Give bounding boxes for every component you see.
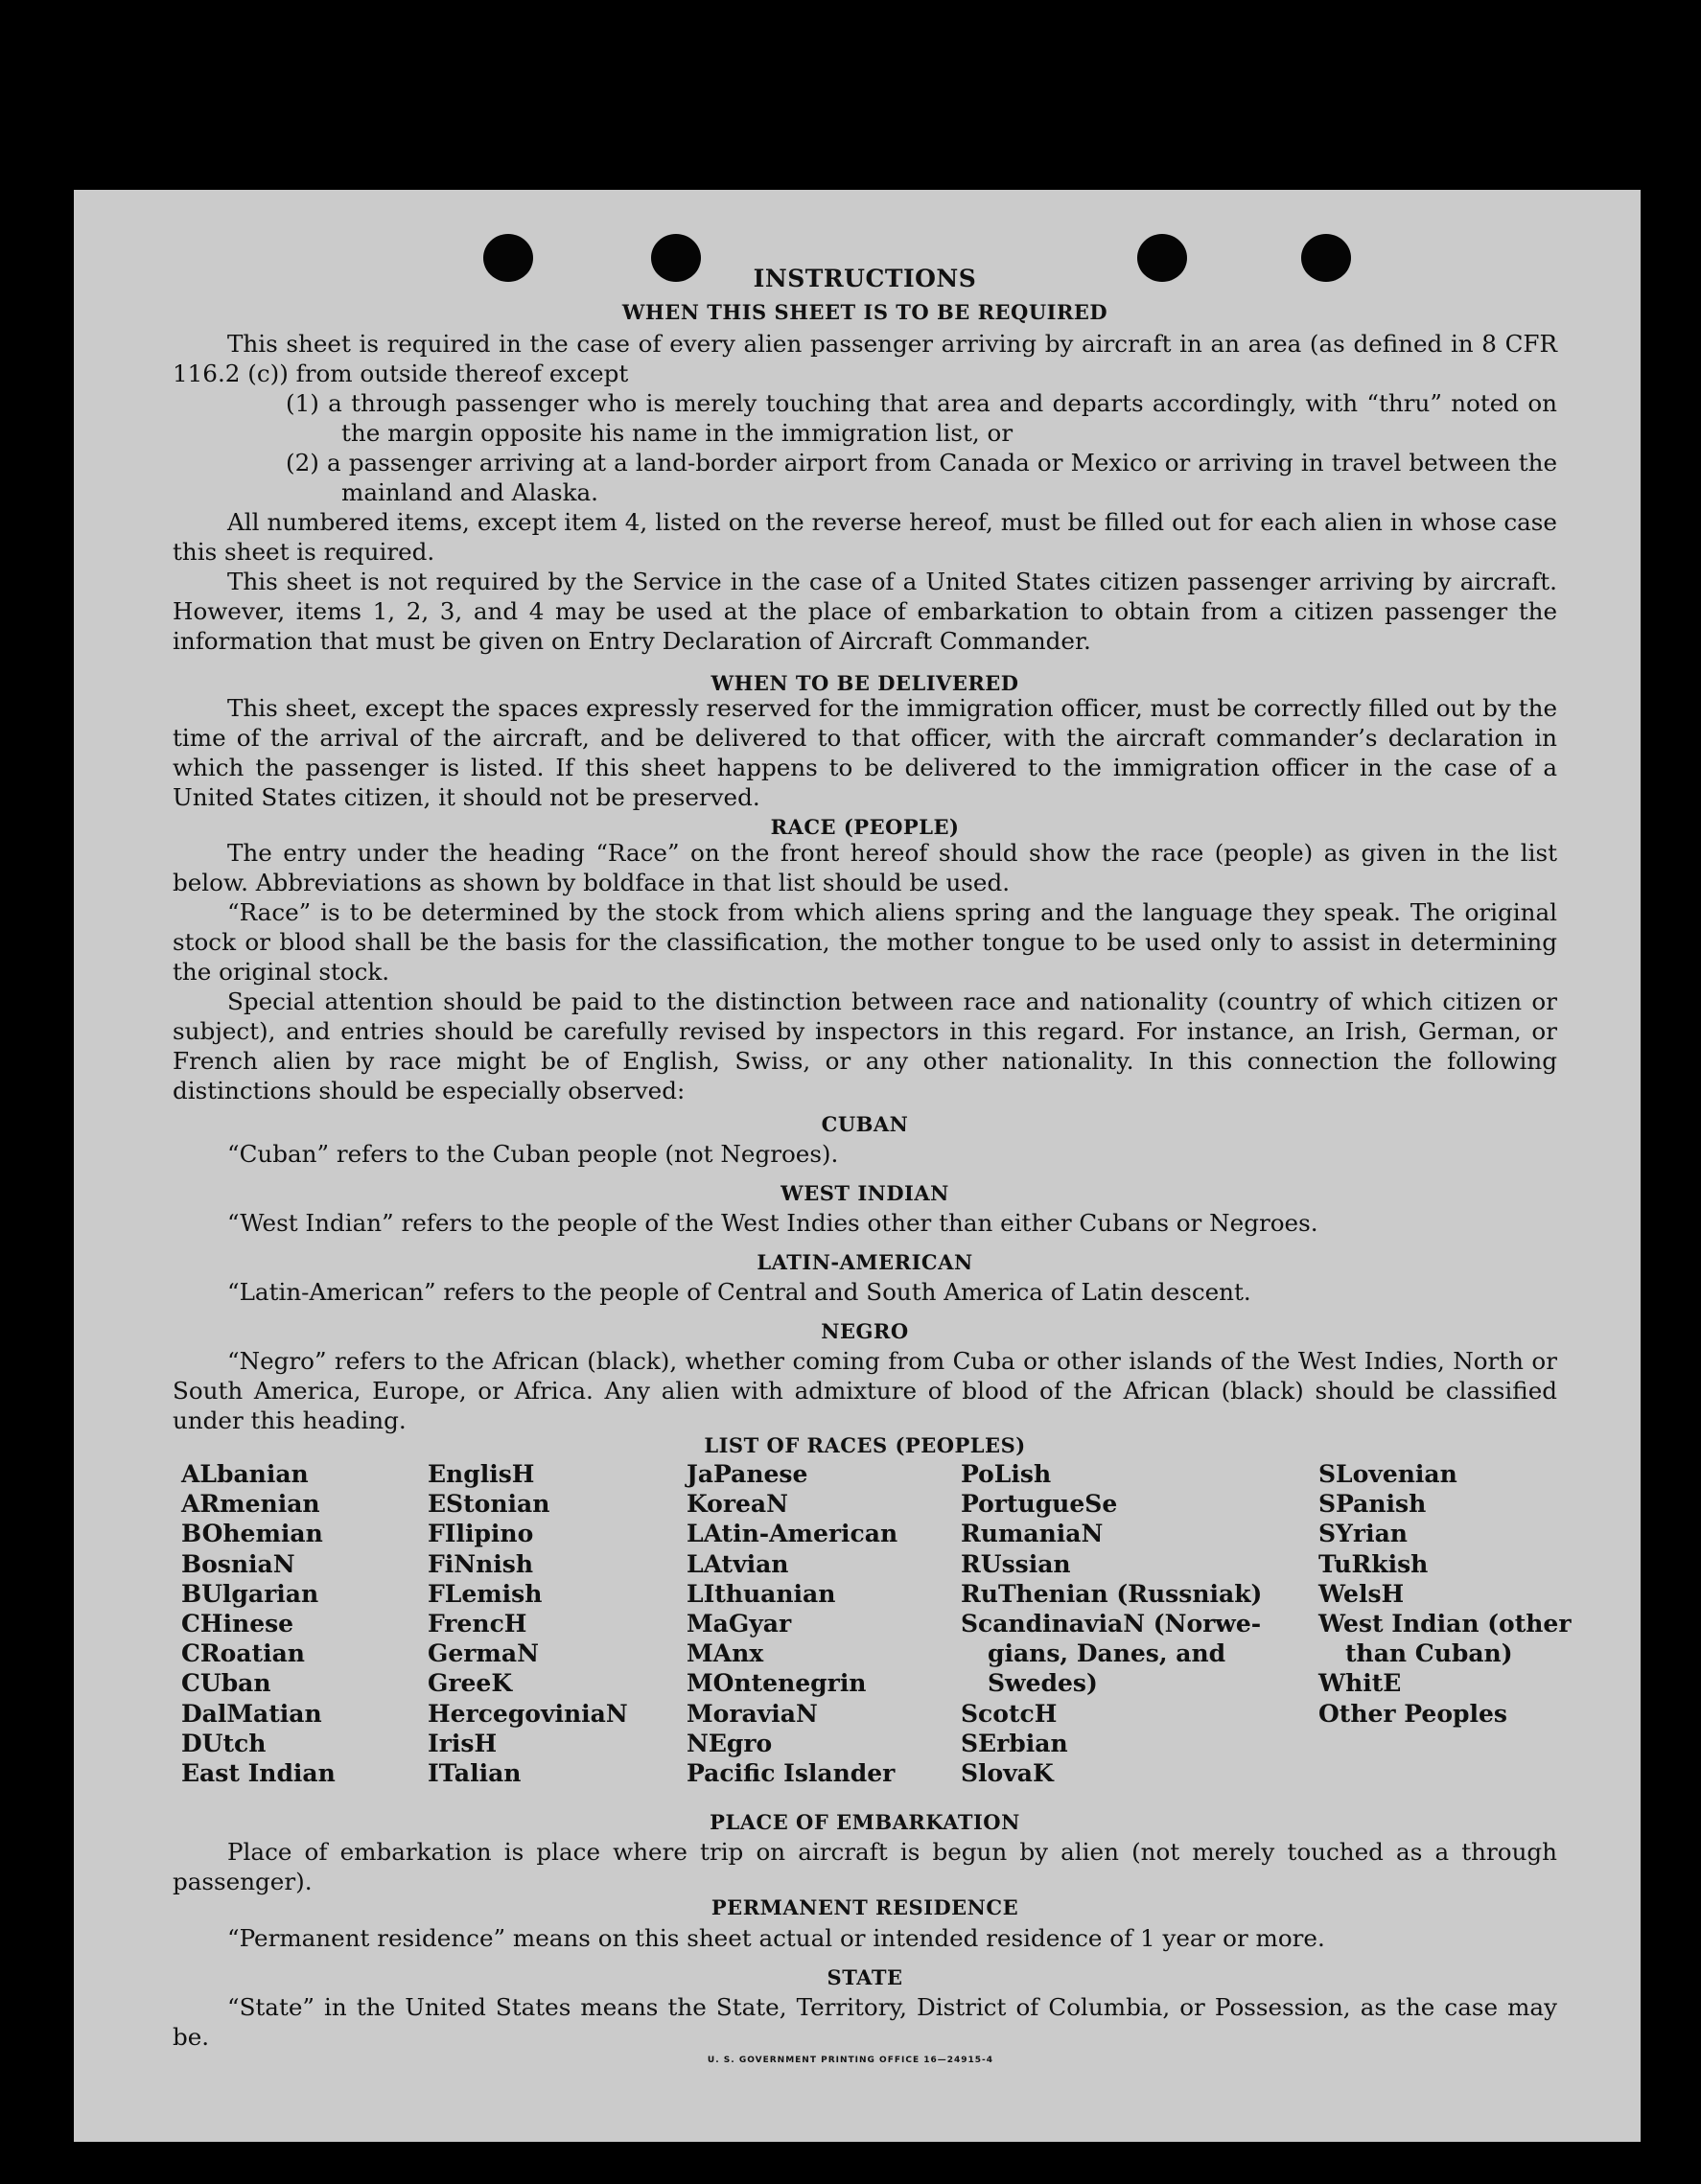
list-item: (1) a through passenger who is merely touching that area and departs accordingly, with “thru” noted on the margin opposite his name in the immigration list, or	[286, 389, 1557, 447]
race-item: ARmenian	[181, 1490, 320, 1519]
paragraph: “Cuban” refers to the Cuban people (not Negroes).	[227, 1140, 839, 1168]
race-item: DalMatian	[181, 1699, 322, 1728]
section-body	[173, 1277, 1557, 1307]
section-body	[173, 1346, 1557, 1435]
list-item: (2) a passenger arriving at a land-border airport from Canada or Mexico or arriving in travel between the mainland and Alaska.	[286, 449, 1557, 506]
race-item: FIlipino	[428, 1520, 534, 1548]
race-item: SLovenian	[1318, 1460, 1457, 1488]
race-item: MAnx	[687, 1639, 764, 1668]
race-item: RUssian	[961, 1549, 1071, 1578]
paragraph: Place of embarkation is place where trip on aircraft is begun by alien (not merely touched as a through passenger).	[173, 1838, 1557, 1895]
race-item: ALbanian	[181, 1460, 309, 1488]
race-item: SlovaK	[961, 1759, 1054, 1788]
section-body	[173, 1139, 1557, 1169]
printer-imprint: U. S. GOVERNMENT PRINTING OFFICE 16—24915-4	[707, 2056, 994, 2065]
section-heading: WHEN THIS SHEET IS TO BE REQUIRED	[621, 300, 1108, 324]
race-item: ScotcH	[961, 1699, 1058, 1728]
paragraph: This sheet is required in the case of every alien passenger arriving by aircraft in an area (as defined in 8 CFR 116.2 (c)) from outside thereof except	[173, 330, 1557, 387]
race-item: East Indian	[181, 1759, 336, 1788]
race-item: LAtin-American	[687, 1520, 898, 1548]
section-body	[173, 1837, 1557, 1896]
paragraph: All numbered items, except item 4, listed on the reverse hereof, must be filled out for each alien in whose case this sheet is required.	[173, 508, 1557, 566]
race-item: MaGyar	[687, 1610, 792, 1638]
section-heading: NEGRO	[821, 1319, 909, 1343]
race-item: WelsH	[1318, 1579, 1405, 1608]
section-heading: STATE	[827, 1965, 903, 1989]
race-item: CRoatian	[181, 1639, 305, 1668]
race-item: EnglisH	[428, 1460, 535, 1488]
race-item: GermaN	[428, 1639, 539, 1668]
section-heading: LIST OF RACES (PEOPLES)	[704, 1433, 1026, 1457]
race-item: gians, Danes, and	[988, 1639, 1226, 1668]
paragraph: The entry under the heading “Race” on the front hereof should show the race (people) as given in the list below. Abbreviations as shown by boldface in that list should be used.	[173, 839, 1557, 896]
section-body	[173, 1923, 1557, 1953]
race-list-column	[181, 1459, 336, 1788]
page-title: INSTRUCTIONS	[753, 265, 977, 292]
race-item: SPanish	[1318, 1490, 1427, 1519]
race-item: RuThenian (Russniak)	[961, 1579, 1263, 1608]
race-item: SYrian	[1318, 1520, 1408, 1548]
section-body	[173, 1992, 1557, 2052]
race-item: FLemish	[428, 1579, 543, 1608]
race-item: JaPanese	[687, 1460, 808, 1488]
race-item: IrisH	[428, 1729, 498, 1757]
section-body	[173, 838, 1557, 1105]
paragraph: “State” in the United States means the State, Territory, District of Columbia, or Possession, as the case may be.	[173, 1993, 1557, 2051]
race-item: than Cuban)	[1345, 1639, 1513, 1668]
race-item: RumaniaN	[961, 1520, 1104, 1548]
race-item: TuRkish	[1318, 1549, 1429, 1578]
section-heading: RACE (PEOPLE)	[770, 815, 960, 839]
race-list-column	[428, 1459, 628, 1788]
section-heading: WHEN TO BE DELIVERED	[711, 671, 1019, 695]
section-heading: PERMANENT RESIDENCE	[711, 1895, 1019, 1919]
race-list-column	[687, 1459, 897, 1788]
race-item: PortugueSe	[961, 1490, 1118, 1519]
race-item: MoraviaN	[687, 1699, 818, 1728]
race-item: West Indian (other	[1318, 1610, 1572, 1638]
race-item: EStonian	[428, 1490, 550, 1519]
paragraph: “Negro” refers to the African (black), whether coming from Cuba or other islands of the West Indies, North or South America, Europe, or Africa. Any alien with admixture of blood of the African (black) should be classified under this heading.	[173, 1347, 1557, 1434]
race-list-column	[1318, 1459, 1572, 1729]
race-item: FiNnish	[428, 1549, 534, 1578]
race-item: GreeK	[428, 1669, 513, 1698]
race-item: PoLish	[961, 1460, 1052, 1488]
race-item: LAtvian	[687, 1549, 789, 1578]
paragraph: This sheet, except the spaces expressly reserved for the immigration officer, must be correctly filled out by the time of the arrival of the aircraft, and be delivered to that officer, with the aircraft commander’s declaration in which the passenger is listed. If this sheet happens to be delivered to the immigration officer in the case of a United States citizen, it should not be preserved.	[173, 694, 1557, 811]
race-list-column	[961, 1459, 1262, 1788]
race-item: CHinese	[181, 1610, 294, 1638]
race-item: BosniaN	[181, 1549, 295, 1578]
race-item: NEgro	[687, 1729, 773, 1757]
race-item: CUban	[181, 1669, 271, 1698]
section-heading: CUBAN	[821, 1112, 909, 1136]
race-item: ITalian	[428, 1759, 522, 1788]
race-item: Pacific Islander	[687, 1759, 896, 1788]
section-body	[173, 1208, 1557, 1238]
section-heading: PLACE OF EMBARKATION	[710, 1810, 1020, 1834]
paragraph: This sheet is not required by the Service in the case of a United States citizen passenger arriving by aircraft. However, items 1, 2, 3, and 4 may be used at the place of embarkation to obtain from a citizen passenger the information that must be given on Entry Declaration of Aircraft Commander.	[173, 568, 1557, 655]
race-item: MOntenegrin	[687, 1669, 867, 1698]
section-heading: WEST INDIAN	[781, 1181, 949, 1205]
race-item: DUtch	[181, 1729, 267, 1757]
paragraph: “West Indian” refers to the people of the West Indies other than either Cubans or Negroes.	[227, 1209, 1318, 1237]
paragraph: Special attention should be paid to the distinction between race and nationality (country of which citizen or subject), and entries should be carefully revised by inspectors in this regard. For instance, an Irish, German, or French alien by race might be of English, Swiss, or any other nationality. In this connection the following distinctions should be especially observed:	[173, 987, 1557, 1104]
race-item: KoreaN	[687, 1490, 788, 1519]
race-item: HercegoviniaN	[428, 1699, 628, 1728]
race-item: SErbian	[961, 1729, 1068, 1757]
section-body	[173, 693, 1557, 812]
paragraph: “Latin-American” refers to the people of Central and South America of Latin descent.	[227, 1278, 1251, 1306]
race-item: BUlgarian	[181, 1579, 319, 1608]
race-item: LIthuanian	[687, 1579, 836, 1608]
race-item: Other Peoples	[1318, 1699, 1507, 1728]
paragraph: “Permanent residence” means on this sheet actual or intended residence of 1 year or more.	[227, 1924, 1325, 1952]
race-item: FrencH	[428, 1610, 527, 1638]
race-item: BOhemian	[181, 1520, 323, 1548]
race-item: WhitE	[1318, 1669, 1402, 1698]
race-item: ScandinaviaN (Norwe-	[961, 1610, 1262, 1638]
race-item: Swedes)	[988, 1669, 1098, 1698]
section-body	[173, 329, 1557, 656]
paragraph: “Race” is to be determined by the stock from which aliens spring and the language they speak. The original stock or blood shall be the basis for the classification, the mother tongue to be used only to assist in determining the original stock.	[173, 898, 1557, 986]
section-heading: LATIN-AMERICAN	[757, 1250, 973, 1274]
